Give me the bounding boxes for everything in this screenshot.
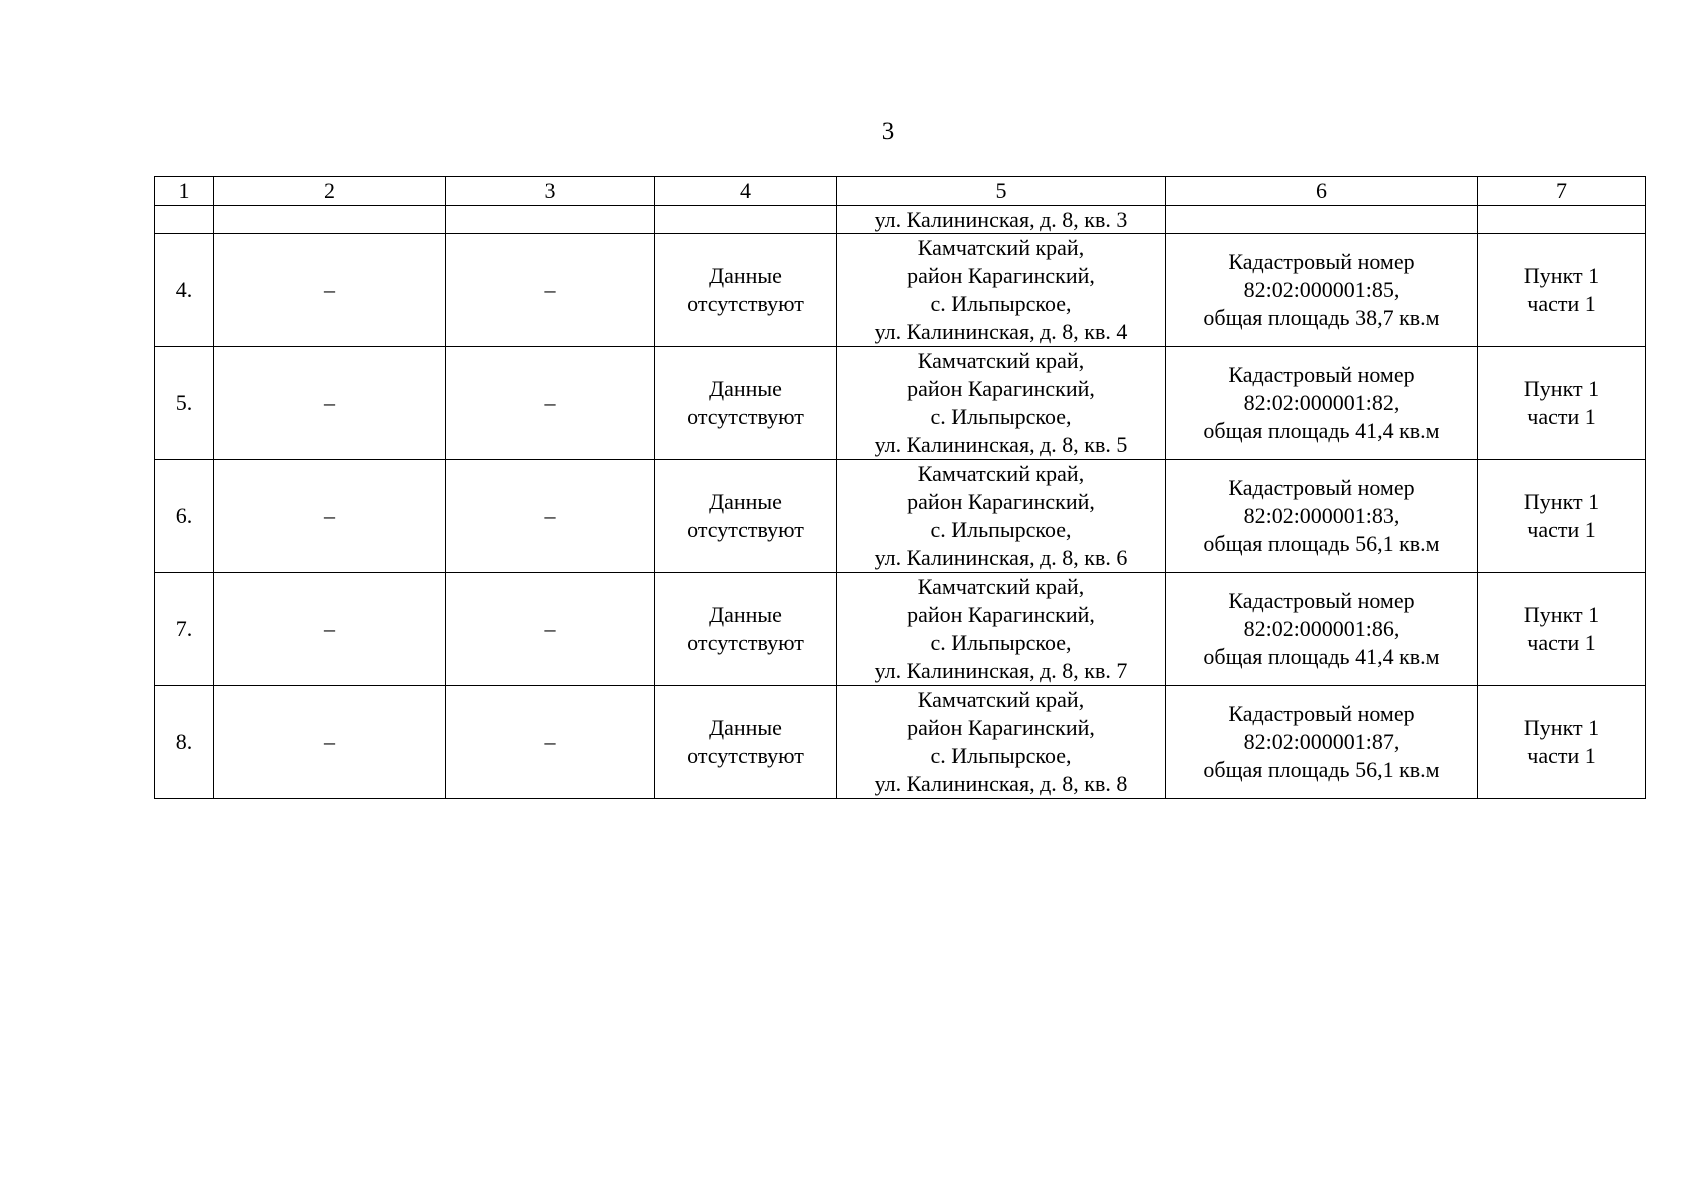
cell-cadastral: [1166, 347, 1478, 460]
cadastral-line: Кадастровый номер: [1228, 475, 1415, 500]
cell-basis: [1478, 234, 1646, 347]
cadastral-line: общая площадь 41,4 кв.м: [1203, 644, 1440, 669]
cell-col2: –: [214, 573, 446, 686]
basis-line: Пункт 1: [1523, 263, 1600, 288]
cadastral-line: общая площадь 38,7 кв.м: [1203, 305, 1440, 330]
table-row: [155, 686, 1646, 799]
row-number: 5.: [155, 347, 214, 460]
table-row: [155, 573, 1646, 686]
cell-status: [655, 686, 837, 799]
carry-over-row: [155, 206, 1646, 234]
basis-line: части 1: [1527, 517, 1596, 542]
cell-col2: –: [214, 234, 446, 347]
address-line: с. Ильпырское,: [930, 743, 1072, 768]
address-line: с. Ильпырское,: [930, 404, 1072, 429]
table-cell: [446, 206, 655, 234]
cell-status: [655, 234, 837, 347]
status-line: отсутствуют: [687, 291, 804, 316]
cadastral-line: общая площадь 41,4 кв.м: [1203, 418, 1440, 443]
address-line: ул. Калининская, д. 8, кв. 5: [874, 432, 1128, 457]
table-cell: [1478, 206, 1646, 234]
status-line: отсутствуют: [687, 743, 804, 768]
row-number: 8.: [155, 686, 214, 799]
cell-col2: –: [214, 347, 446, 460]
cadastral-line: 82:02:000001:87,: [1243, 729, 1400, 754]
cell-address: [837, 347, 1166, 460]
address-line: с. Ильпырское,: [930, 630, 1072, 655]
cell-status: [655, 573, 837, 686]
cell-basis: [1478, 460, 1646, 573]
table-row: [155, 460, 1646, 573]
address-line: район Карагинский,: [907, 263, 1095, 288]
address-line: ул. Калининская, д. 8, кв. 7: [874, 658, 1128, 683]
cell-col2: –: [214, 686, 446, 799]
address-line: Камчатский край,: [917, 235, 1085, 260]
address-line: ул. Калининская, д. 8, кв. 8: [874, 771, 1128, 796]
cell-col3: –: [446, 460, 655, 573]
page-number: 3: [881, 118, 895, 145]
table-cell: [1166, 206, 1478, 234]
address-line: ул. Калининская, д. 8, кв. 4: [874, 319, 1128, 344]
cadastral-line: Кадастровый номер: [1228, 588, 1415, 613]
column-number-row: [155, 177, 1646, 206]
basis-line: Пункт 1: [1523, 489, 1600, 514]
address-line: район Карагинский,: [907, 602, 1095, 627]
cell-cadastral: [1166, 686, 1478, 799]
cell-cadastral: [1166, 460, 1478, 573]
cell-col3: –: [446, 347, 655, 460]
status-line: Данные: [709, 715, 782, 740]
cadastral-line: Кадастровый номер: [1228, 249, 1415, 274]
status-line: отсутствуют: [687, 630, 804, 655]
address-line: Камчатский край,: [917, 687, 1085, 712]
column-header-7: 7: [1478, 177, 1646, 206]
basis-line: части 1: [1527, 743, 1596, 768]
cadastral-line: 82:02:000001:85,: [1243, 277, 1400, 302]
basis-line: Пункт 1: [1523, 376, 1600, 401]
address-line: район Карагинский,: [907, 376, 1095, 401]
cell-address: [837, 234, 1166, 347]
cell-col2: –: [214, 460, 446, 573]
column-header-4: 4: [655, 177, 837, 206]
address-line: с. Ильпырское,: [930, 517, 1072, 542]
cell-cadastral: [1166, 234, 1478, 347]
address-line: с. Ильпырское,: [930, 291, 1072, 316]
status-line: Данные: [709, 376, 782, 401]
column-header-5: 5: [837, 177, 1166, 206]
cadastral-line: Кадастровый номер: [1228, 362, 1415, 387]
cell-col3: –: [446, 573, 655, 686]
column-header-6: 6: [1166, 177, 1478, 206]
cadastral-line: 82:02:000001:86,: [1243, 616, 1400, 641]
table-row: [155, 234, 1646, 347]
cell-cadastral: [1166, 573, 1478, 686]
row-number: 7.: [155, 573, 214, 686]
status-line: Данные: [709, 263, 782, 288]
table-cell: [155, 206, 214, 234]
status-line: отсутствуют: [687, 517, 804, 542]
cadastral-line: Кадастровый номер: [1228, 701, 1415, 726]
cell-basis: [1478, 686, 1646, 799]
cell-address: [837, 686, 1166, 799]
table-cell: [214, 206, 446, 234]
cell-address: [837, 573, 1166, 686]
cell-basis: [1478, 347, 1646, 460]
status-line: Данные: [709, 489, 782, 514]
cadastral-line: общая площадь 56,1 кв.м: [1203, 531, 1440, 556]
address-line: Камчатский край,: [917, 574, 1085, 599]
basis-line: части 1: [1527, 291, 1596, 316]
cell-status: [655, 460, 837, 573]
cell-col3: –: [446, 234, 655, 347]
cell-status: [655, 347, 837, 460]
row-number: 6.: [155, 460, 214, 573]
cell-basis: [1478, 573, 1646, 686]
basis-line: Пункт 1: [1523, 602, 1600, 627]
column-header-3: 3: [446, 177, 655, 206]
cadastral-line: 82:02:000001:82,: [1243, 390, 1400, 415]
carry-over-address: ул. Калининская, д. 8, кв. 3: [837, 206, 1166, 234]
basis-line: части 1: [1527, 404, 1596, 429]
cell-col3: –: [446, 686, 655, 799]
table-cell: [655, 206, 837, 234]
cell-address: [837, 460, 1166, 573]
address-line: Камчатский край,: [917, 348, 1085, 373]
registry-table: [154, 176, 1646, 799]
address-line: район Карагинский,: [907, 715, 1095, 740]
cadastral-line: 82:02:000001:83,: [1243, 503, 1400, 528]
address-line: ул. Калининская, д. 8, кв. 6: [874, 545, 1128, 570]
column-header-2: 2: [214, 177, 446, 206]
cadastral-line: общая площадь 56,1 кв.м: [1203, 757, 1440, 782]
address-line: Камчатский край,: [917, 461, 1085, 486]
address-line: район Карагинский,: [907, 489, 1095, 514]
basis-line: части 1: [1527, 630, 1596, 655]
status-line: отсутствуют: [687, 404, 804, 429]
table-row: [155, 347, 1646, 460]
status-line: Данные: [709, 602, 782, 627]
column-header-1: 1: [155, 177, 214, 206]
row-number: 4.: [155, 234, 214, 347]
basis-line: Пункт 1: [1523, 715, 1600, 740]
